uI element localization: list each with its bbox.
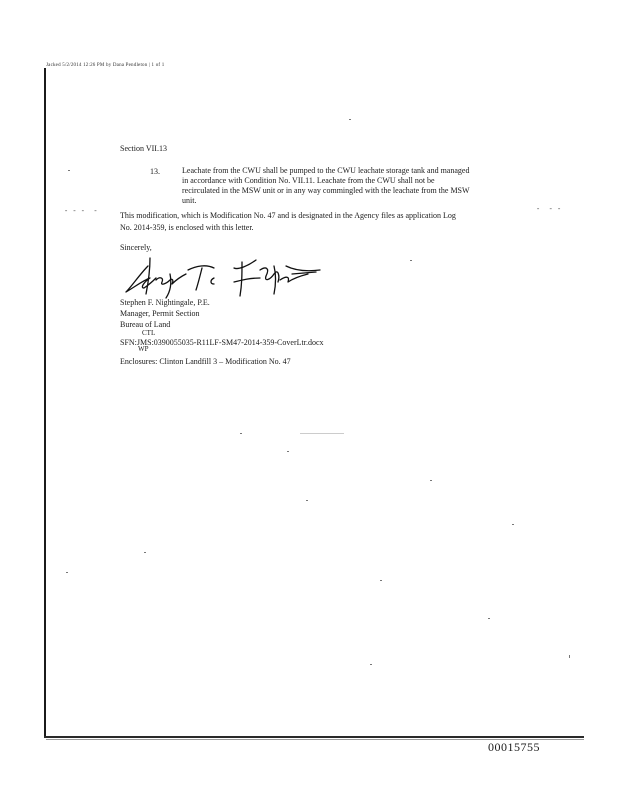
paragraph-line: This modification, which is Modification No. 47 and is designated in the Agency files as application Log <box>120 211 456 220</box>
bates-number: 00015755 <box>488 740 540 754</box>
scan-bottom-edge <box>44 736 584 738</box>
section-heading: Section VII.13 <box>120 144 167 153</box>
modification-paragraph <box>120 210 456 234</box>
scan-speck <box>66 572 68 573</box>
signer-bureau: Bureau of Land <box>120 320 171 329</box>
scan-speck <box>144 552 146 553</box>
scan-speck <box>68 170 70 171</box>
scan-speck <box>512 524 514 525</box>
fax-header: Jacked 5/2/2014 12:26 PM by Dana Pendleton | 1 of 1 <box>46 63 165 68</box>
item-line: in accordance with Condition No. VII.11. Leachate from the CWU shall not be <box>182 176 435 185</box>
scan-speck <box>488 618 490 619</box>
scan-speck <box>349 119 351 120</box>
scan-speck <box>410 260 412 261</box>
scan-speck <box>380 580 382 581</box>
paragraph-line: No. 2014-359, is enclosed with this letter. <box>120 223 254 232</box>
scan-speck <box>370 664 372 665</box>
scan-artifact: - - - - <box>64 208 98 216</box>
initials <box>138 329 156 337</box>
item-line: unit. <box>182 196 197 205</box>
item-line: recirculated in the MSW unit or in any way commingled with the leachate from the MSW <box>182 186 470 195</box>
signer-name: Stephen F. Nightingale, P.E. <box>120 298 210 307</box>
item-text <box>182 166 522 206</box>
scan-speck <box>300 433 344 434</box>
signature-block <box>120 297 210 330</box>
handwritten-signature <box>110 248 330 304</box>
file-path: SFN:JMS:0390055035-R11LF-SM47-2014-359-CoverLtr.docx <box>120 338 324 347</box>
closing: Sincerely, <box>120 243 152 252</box>
scan-speck <box>306 500 308 501</box>
initials-line: WP <box>138 345 149 353</box>
scan-artifact: - - - <box>536 206 562 214</box>
scan-speck <box>287 451 289 452</box>
scan-left-edge <box>44 68 46 736</box>
enclosure-line: Enclosures: Clinton Landfill 3 – Modification No. 47 <box>120 357 291 366</box>
signer-title: Manager, Permit Section <box>120 309 200 318</box>
initials-line: CTL <box>142 329 156 337</box>
item-number: 13. <box>150 167 160 176</box>
scan-speck <box>240 433 242 434</box>
scan-speck <box>430 480 432 481</box>
item-line: Leachate from the CWU shall be pumped to the CWU leachate storage tank and managed <box>182 166 470 175</box>
scan-speck <box>569 655 570 658</box>
